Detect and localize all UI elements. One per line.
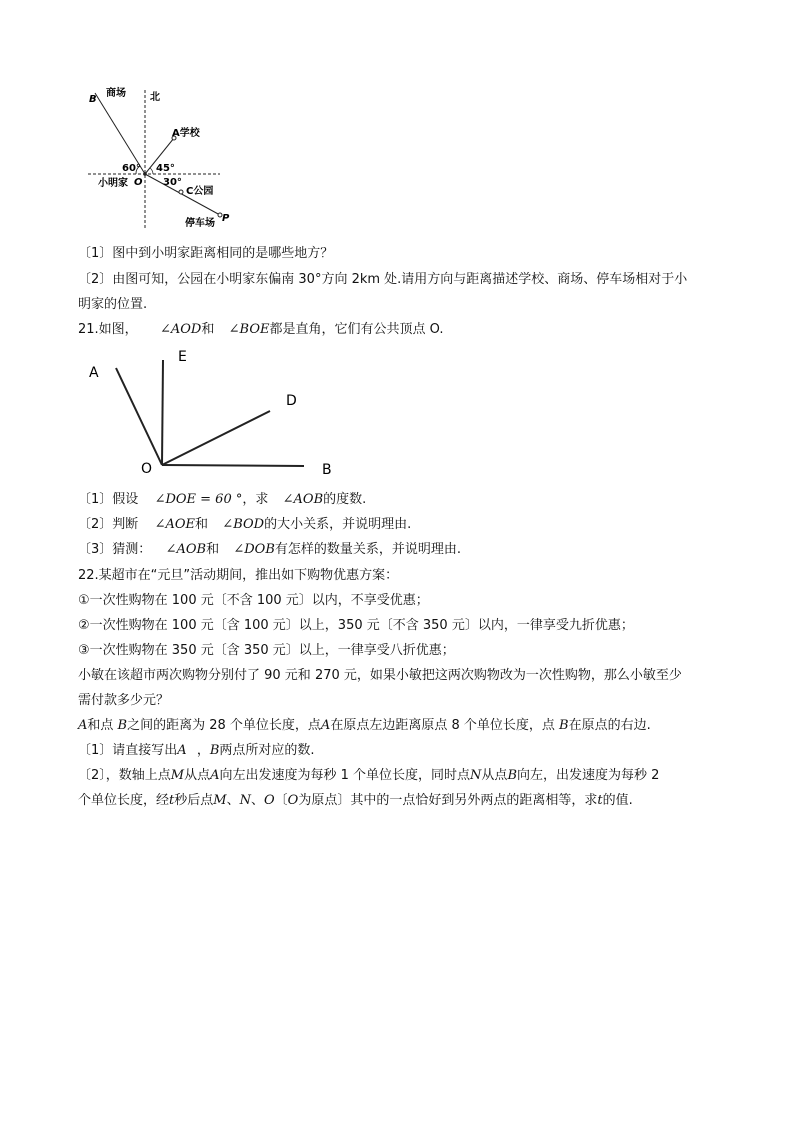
- q20-part2-line1: [78, 271, 687, 289]
- q21-and: 和: [201, 322, 215, 337]
- q22-title-text: 22.某超市在“元旦”活动期间，推出如下购物优惠方案：: [78, 568, 399, 583]
- q23-part2-line2: [78, 792, 633, 810]
- point-O: [143, 172, 147, 176]
- q20-part2-text-a: 〔2〕由图可知，公园在小明家东偏南 30°方向 2km 处.请用方向与距离描述学校、商场、停车场相对于小: [78, 272, 688, 287]
- label-home: 小明家: [98, 178, 128, 189]
- q23-part2-O2: O: [287, 793, 299, 808]
- label-P: P: [222, 213, 230, 224]
- q21-part1-expr: ∠DOE = 60 °: [154, 492, 243, 507]
- q21-part2-and: 和: [195, 517, 209, 532]
- q23-part2-A: A: [210, 768, 220, 783]
- q23-part2-b6: 为原点〕其中的一点恰好到另外两点的距离相等，求: [298, 793, 598, 808]
- label-park: C公园: [186, 186, 214, 197]
- q23-part2-b1: 个单位长度，经: [78, 793, 170, 808]
- q22-option2: [78, 617, 634, 635]
- q23-part2-B: B: [507, 768, 517, 783]
- q23-part1-comma: ，: [196, 743, 210, 758]
- q23-part1-end: 两点所对应的数.: [219, 743, 315, 758]
- label-D: D: [286, 393, 297, 409]
- label-B: B: [322, 462, 332, 478]
- q23-intro-3: 在原点左边距离原点 8 个单位长度，点: [330, 718, 555, 733]
- q22-title: [78, 567, 398, 585]
- q23-part1-A: A: [177, 743, 187, 758]
- label-O: O: [141, 461, 153, 477]
- q22-option3: [78, 642, 455, 660]
- q21-part3-angle2: ∠DOB: [233, 542, 275, 557]
- q22-question-text-a: 小敏在该超市两次购物分别付了 90 元和 270 元，如果小敏把这两次购物改为一次性购物，那么小敏至少: [78, 668, 682, 683]
- q21-part1: [78, 491, 366, 509]
- q23-part2-a5: 向左，出发速度为每秒 2: [517, 768, 660, 783]
- q22-option1: [78, 592, 429, 610]
- q22-question-line1: [78, 667, 682, 685]
- label-B: B: [89, 94, 97, 105]
- q21-part3-end: 有怎样的数量关系，并说明理由.: [274, 542, 462, 557]
- q23-part2-O: O: [263, 793, 275, 808]
- q23-part2-line1: [78, 767, 659, 785]
- q23-part1-prefix: 〔1〕请直接写出: [78, 743, 178, 758]
- ray-OA: [116, 368, 162, 465]
- q23-part1-B: B: [209, 743, 220, 758]
- label-A: A: [89, 365, 99, 381]
- q20-part1-text: 〔1〕图中到小明家距离相同的是哪些地方？: [78, 246, 334, 261]
- ray-OD: [162, 411, 270, 465]
- angle-arc-45: [150, 168, 153, 174]
- q22-option2-text: ②一次性购物在 100 元〔含 100 元〕以上，350 元〔不含 350 元〕以内，一律享受九折优惠；: [78, 618, 634, 633]
- q21-part2-angle1: ∠AOE: [154, 517, 195, 532]
- q23-part2-b4: 、: [250, 793, 264, 808]
- map-diagram: [0, 0, 794, 240]
- q20-part2-text-b: 明家的位置.: [78, 297, 148, 312]
- q21-part3-angle1: ∠AOB: [165, 542, 207, 557]
- q21-part3: [78, 541, 461, 559]
- q21-stem: [78, 321, 443, 339]
- label-school: A学校: [172, 128, 200, 139]
- q23-part2-a2: 从点: [184, 768, 211, 783]
- q23-part2-a4: 从点: [481, 768, 508, 783]
- label-O: O: [134, 177, 143, 188]
- q23-part2-t: t: [169, 793, 175, 808]
- label-parking: 停车场: [185, 218, 215, 229]
- q23-intro: [78, 717, 651, 735]
- ray-OB: [95, 93, 145, 174]
- q21-part2-prefix: 〔2〕判断: [78, 517, 139, 532]
- point-C: [179, 190, 183, 194]
- q22-question-text-b: 需付款多少元？: [78, 693, 170, 708]
- angle-diagram: [0, 345, 794, 485]
- q21-part3-prefix: 〔3〕猜测：: [78, 542, 152, 557]
- q23-part2-t2: t: [597, 793, 603, 808]
- q21-part1-prefix: 〔1〕假设: [78, 492, 139, 507]
- q20-part1: [78, 245, 333, 263]
- q22-question-line2: [78, 692, 169, 710]
- q23-point-B2: B: [559, 718, 569, 733]
- label-E: E: [178, 349, 187, 365]
- q23-part2-a1: 〔2〕，数轴上点: [78, 768, 171, 783]
- q23-intro-2: 之间的距离为 28 个单位长度，点: [127, 718, 321, 733]
- q23-part2-b2: 秒后点: [174, 793, 214, 808]
- q20-part2-line2: [78, 296, 147, 314]
- q23-part2-a3: 向左出发速度为每秒 1 个单位长度，同时点: [219, 768, 471, 783]
- q23-part2-b3: 、: [226, 793, 240, 808]
- label-angle-60: 60°: [122, 163, 141, 174]
- q23-intro-4: 在原点的右边.: [568, 718, 651, 733]
- ray-OB: [162, 465, 304, 466]
- label-angle-45: 45°: [156, 163, 175, 174]
- q21-part1-end: 的度数.: [323, 492, 367, 507]
- q23-intro-1: 和点: [87, 718, 114, 733]
- q21-part1-angle: ∠AOB: [282, 492, 324, 507]
- q23-part2-N: N: [470, 768, 482, 783]
- q21-angle-AOD: ∠AOD: [159, 322, 202, 337]
- label-angle-30: 30°: [163, 177, 182, 188]
- q21-number: 21.如图，: [78, 322, 138, 337]
- q23-part1: [78, 742, 315, 760]
- q22-option3-text: ③一次性购物在 350 元〔含 350 元〕以上，一律享受八折优惠；: [78, 643, 455, 658]
- q23-part2-M2: M: [213, 793, 227, 808]
- q22-option1-text: ①一次性购物在 100 元〔不含 100 元〕以内，不享受优惠；: [78, 593, 429, 608]
- ray-OE: [162, 360, 163, 465]
- q21-part2-end: 的大小关系，并说明理由.: [264, 517, 412, 532]
- q23-part2-b5: 〔: [274, 793, 288, 808]
- q23-part2-M: M: [170, 768, 185, 783]
- q21-part2: [78, 516, 411, 534]
- q23-point-A2: A: [320, 718, 331, 733]
- q23-point-A: A: [78, 718, 88, 733]
- q23-point-B: B: [117, 718, 128, 733]
- q21-part3-and: 和: [206, 542, 220, 557]
- q23-part2-N2: N: [239, 793, 251, 808]
- q21-angle-BOE: ∠BOE: [228, 322, 270, 337]
- q21-part1-mid: ，求: [242, 492, 269, 507]
- label-north: 北: [150, 92, 160, 103]
- label-mall: 商场: [106, 88, 126, 99]
- q21-rest: 都是直角，它们有公共顶点 O.: [269, 322, 444, 337]
- q21-part2-angle2: ∠BOD: [222, 517, 265, 532]
- q23-part2-b7: 的值.: [602, 793, 633, 808]
